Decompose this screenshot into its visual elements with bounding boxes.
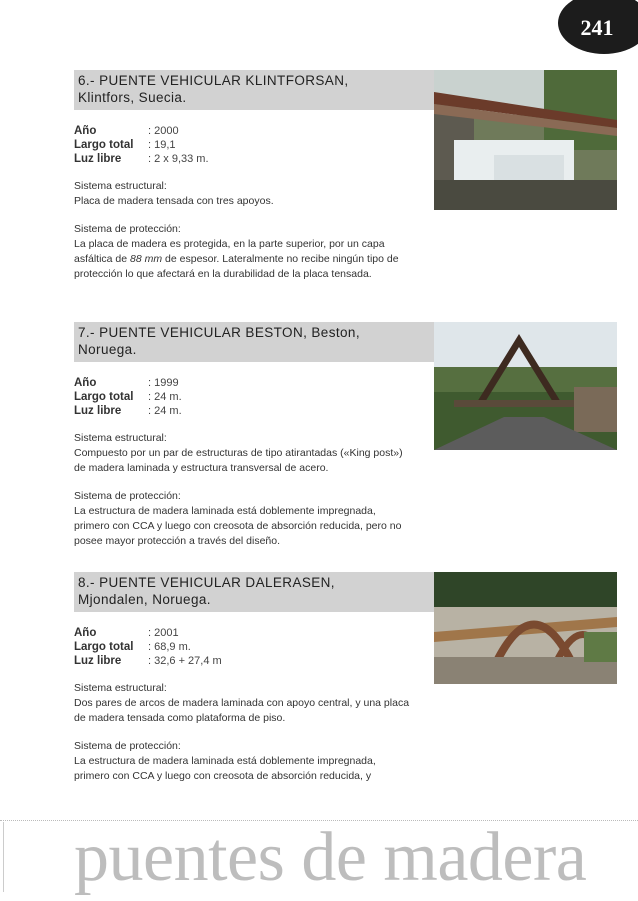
spec-value: : 32,6 + 27,4 m bbox=[148, 655, 222, 667]
protection-text-emphasis: 88 mm bbox=[130, 253, 163, 265]
spec-value: : 24 m. bbox=[148, 391, 182, 403]
spec-label: Luz libre bbox=[74, 405, 122, 417]
spec-value: : 19,1 bbox=[148, 139, 176, 151]
spec-value: : 2 x 9,33 m. bbox=[148, 153, 209, 165]
protection-text-cont: de espesor. Lateralmente no recibe ningún tipo de protección lo que afectará en la durabilidad de la placa tensada. bbox=[74, 253, 399, 280]
spec-label: Largo total bbox=[74, 391, 134, 403]
spec-label: Año bbox=[74, 377, 97, 389]
structural-heading: Sistema estructural: bbox=[74, 682, 167, 694]
structural-heading: Sistema estructural: bbox=[74, 180, 167, 192]
spec-label: Largo total bbox=[74, 641, 134, 653]
protection-text: La placa de madera es protegida, en la parte superior, por un capa asfáltica de bbox=[74, 238, 385, 265]
page-number-badge bbox=[558, 0, 638, 54]
protection-heading: Sistema de protección: bbox=[74, 740, 181, 752]
spec-value: : 1999 bbox=[148, 377, 179, 389]
page-number: 241 bbox=[580, 15, 614, 40]
protection-text: La estructura de madera laminada está doblemente impregnada, primero con CCA y luego con creosota de absorción reducida, pero no posee mayor protección a través del diseño. bbox=[74, 505, 402, 547]
protection-heading: Sistema de protección: bbox=[74, 490, 181, 502]
spec-label: Largo total bbox=[74, 139, 134, 151]
bridge-photo-beston bbox=[434, 322, 617, 450]
title-line-1: 8.- PUENTE VEHICULAR DALERASEN, bbox=[78, 575, 335, 590]
structural-system bbox=[74, 681, 414, 726]
title-line-2: Noruega. bbox=[78, 342, 137, 357]
structural-heading: Sistema estructural: bbox=[74, 432, 167, 444]
spec-label: Luz libre bbox=[74, 153, 122, 165]
bridge-section-6 bbox=[74, 70, 617, 282]
structural-system bbox=[74, 431, 414, 476]
bridge-photo-klintforsan bbox=[434, 70, 617, 210]
structural-text: Dos pares de arcos de madera laminada con apoyo central, y una placa de madera tensada como plataforma de piso. bbox=[74, 697, 410, 724]
structural-system bbox=[74, 179, 414, 209]
spec-value: : 24 m. bbox=[148, 405, 182, 417]
spec-label: Luz libre bbox=[74, 655, 122, 667]
title-line-2: Mjondalen, Noruega. bbox=[78, 592, 211, 607]
margin-line bbox=[3, 822, 4, 892]
bridge-section-7 bbox=[74, 322, 617, 549]
bridge-photo-dalerasen bbox=[434, 572, 617, 684]
spec-label: Año bbox=[74, 125, 97, 137]
title-line-1: 7.- PUENTE VEHICULAR BESTON, Beston, bbox=[78, 325, 360, 340]
protection-text: La estructura de madera laminada está doblemente impregnada, primero con CCA y luego con creosota de absorción reducida, y bbox=[74, 755, 376, 782]
protection-system bbox=[74, 739, 414, 784]
spec-value: : 68,9 m. bbox=[148, 641, 191, 653]
title-line-1: 6.- PUENTE VEHICULAR KLINTFORSAN, bbox=[78, 73, 349, 88]
section-title bbox=[74, 70, 435, 110]
title-line-2: Klintfors, Suecia. bbox=[78, 90, 187, 105]
bridge-section-8 bbox=[74, 572, 617, 784]
spec-label: Año bbox=[74, 627, 97, 639]
protection-system bbox=[74, 489, 414, 549]
protection-heading: Sistema de protección: bbox=[74, 223, 181, 235]
protection-system bbox=[74, 222, 414, 282]
section-title bbox=[74, 572, 435, 612]
spec-value: : 2001 bbox=[148, 627, 179, 639]
footer-title: puentes de madera bbox=[74, 819, 587, 896]
spec-value: : 2000 bbox=[148, 125, 179, 137]
structural-text: Compuesto por un par de estructuras de tipo atirantadas («King post») de madera laminada y estructura transversal de acero. bbox=[74, 447, 403, 474]
section-title bbox=[74, 322, 435, 362]
structural-text: Placa de madera tensada con tres apoyos. bbox=[74, 195, 274, 207]
